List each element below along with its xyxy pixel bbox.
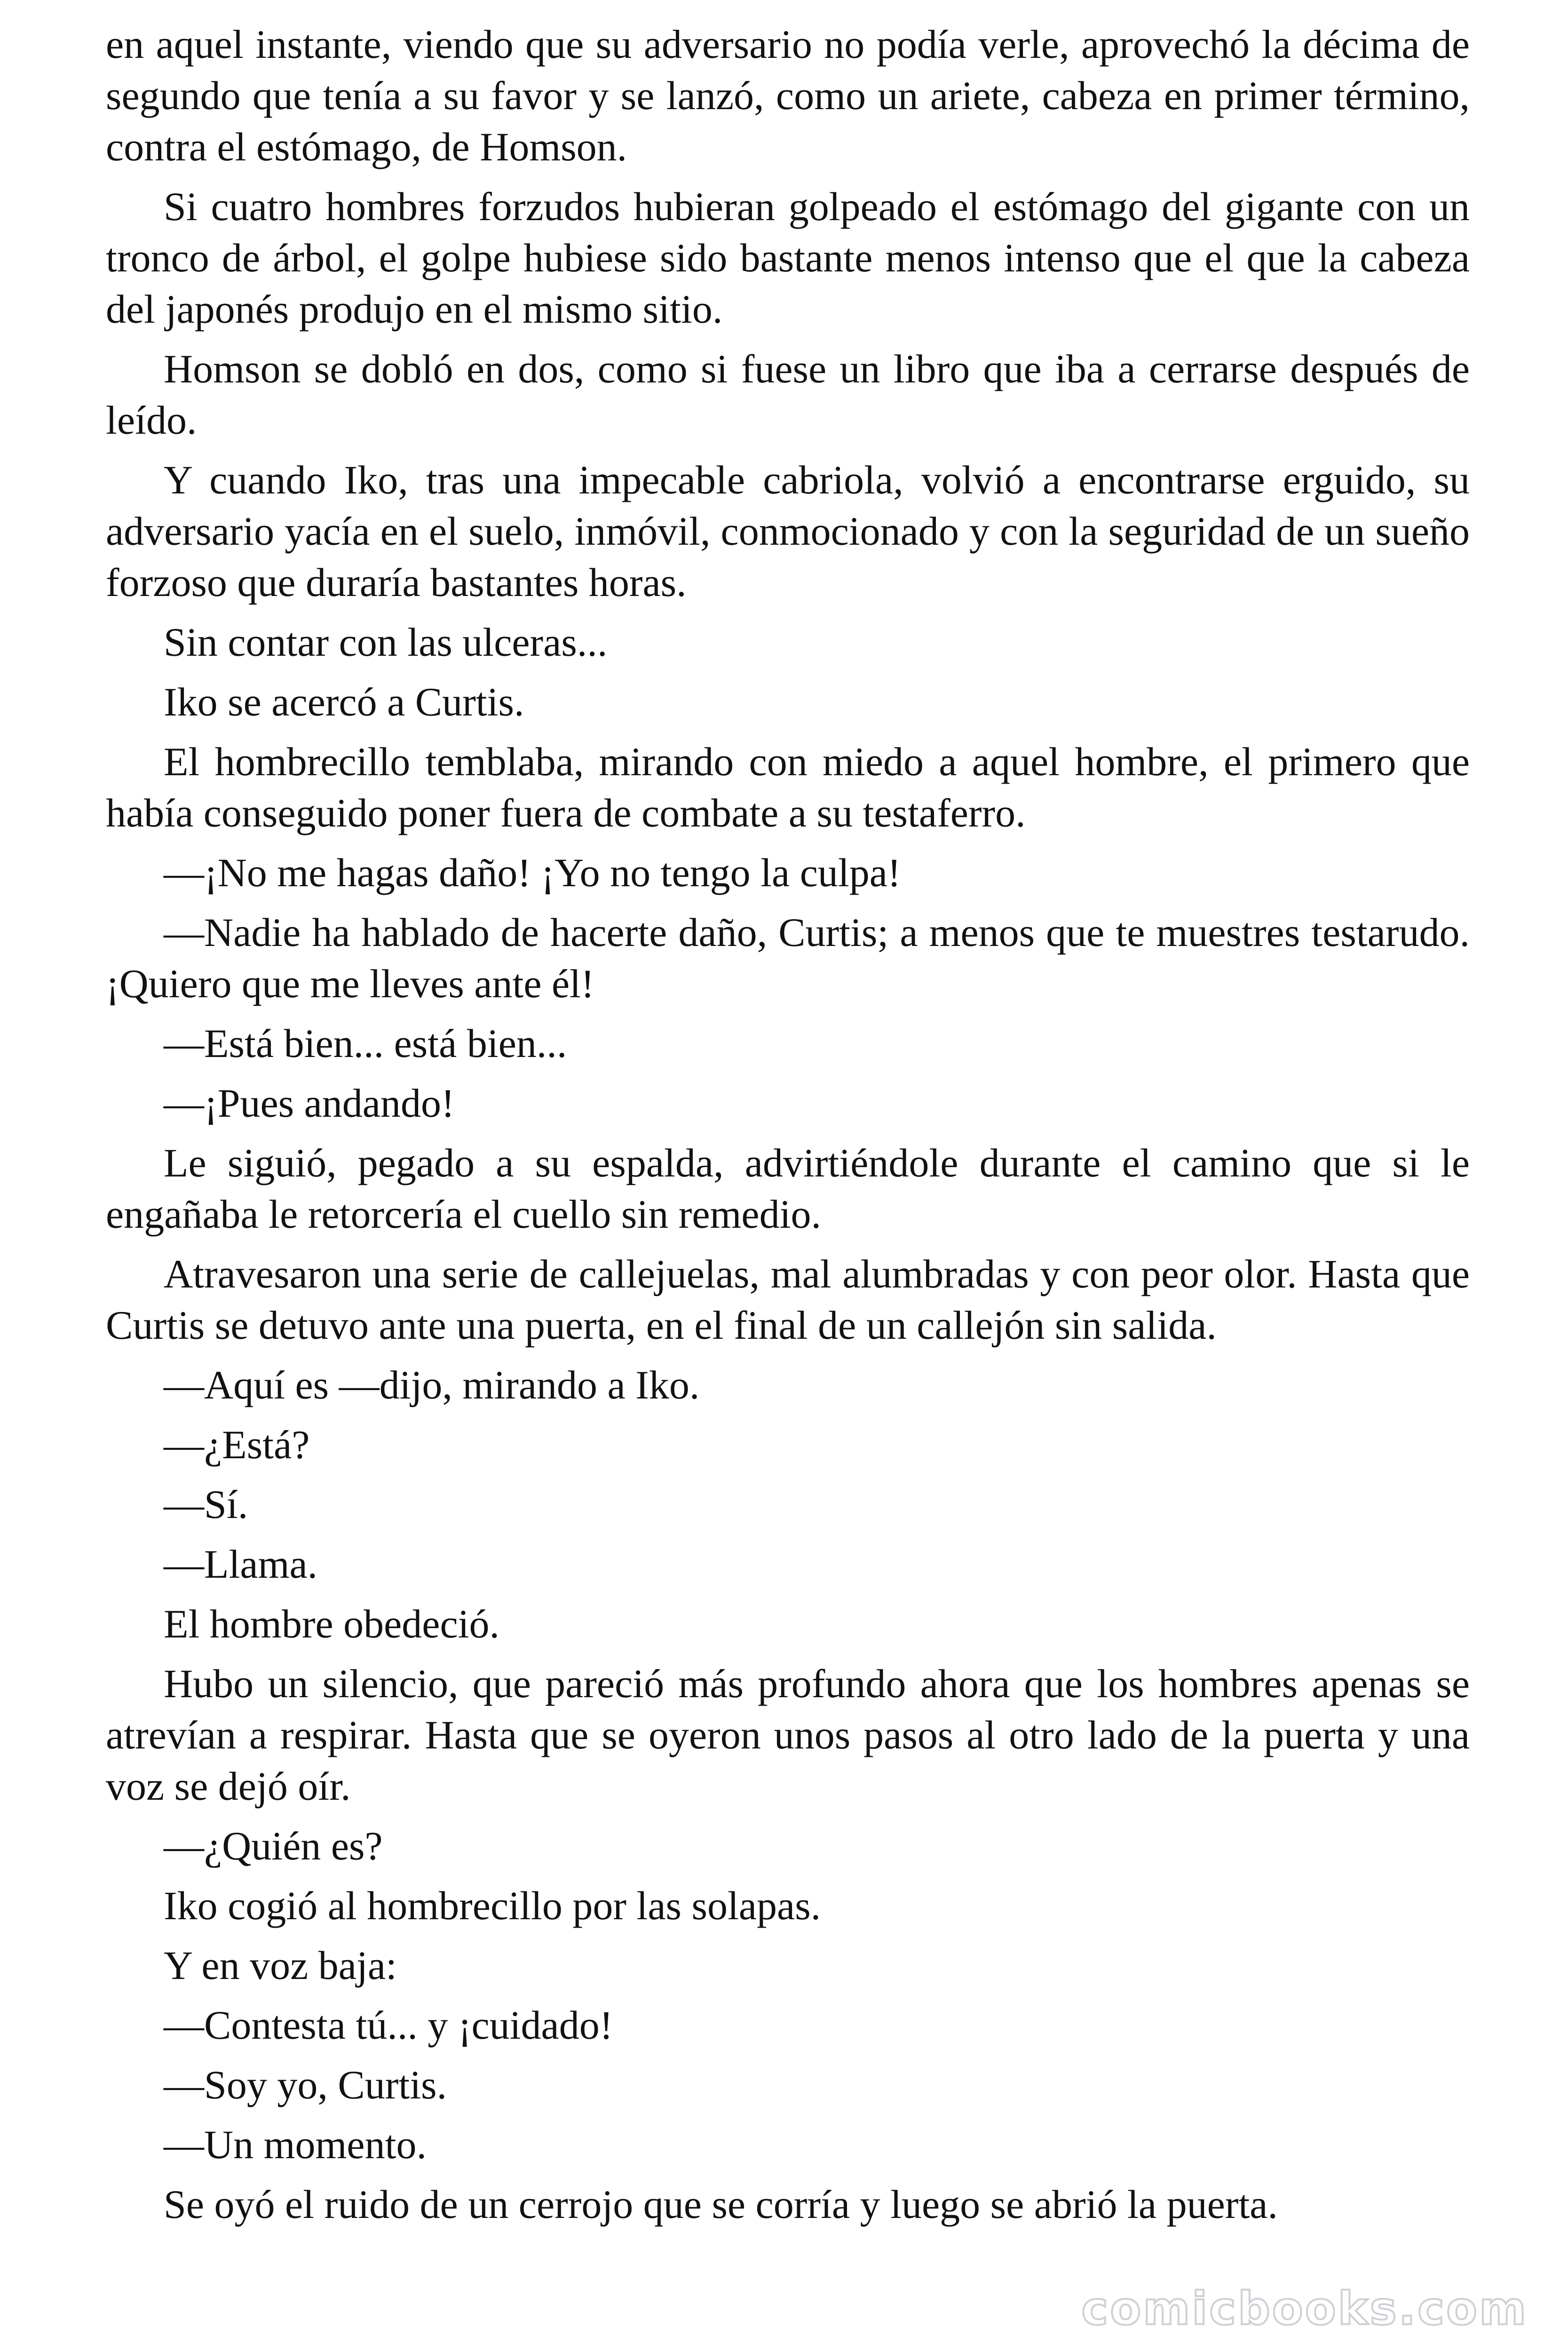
dialogue-line: —¿Quién es? [164,1823,383,1868]
dialogue-line: —¿Está? [164,1422,310,1467]
dialogue-line: —Está bien... está bien... [164,1021,567,1066]
paragraph: El hombrecillo temblaba, mirando con miedo a aquel hombre, el primero que había conseguido poner fuera de combate a su testaferro. [106,739,1470,835]
paragraph: Se oyó el ruido de un cerrojo que se corría y luego se abrió la puerta. [164,2182,1278,2227]
paragraph: Hubo un silencio, que pareció más profundo ahora que los hombres apenas se atrevían a respirar. Hasta que se oyeron unos pasos al otro lado de la puerta y una voz se dejó oír. [106,1661,1470,1809]
dialogue-line: —Sí. [164,1482,248,1527]
dialogue-line: —¡Pues andando! [164,1081,455,1126]
dialogue-line: —¡No me hagas daño! ¡Yo no tengo la culpa! [164,850,901,895]
paragraph: Si cuatro hombres forzudos hubieran golpeado el estómago del gigante con un tronco de árbol, el golpe hubiese sido bastante menos intenso que el que la cabeza del japonés produjo en el mismo sitio. [106,184,1470,332]
paragraph: Homson se dobló en dos, como si fuese un libro que iba a cerrarse después de leído. [106,346,1470,443]
paragraph: Iko se acercó a Curtis. [164,679,524,724]
paragraph: Atravesaron una serie de callejuelas, mal alumbradas y con peor olor. Hasta que Curtis se detuvo ante una puerta, en el final de un callejón sin salida. [106,1251,1470,1348]
dialogue-line: —Llama. [164,1542,318,1587]
document-page [106,19,1470,2239]
watermark-logo: comicbooks.com [1081,2282,1528,2335]
paragraph: Le siguió, pegado a su espalda, advirtiéndole durante el camino que si le engañaba le retorcería el cuello sin remedio. [106,1140,1470,1237]
dialogue-line: —Un momento. [164,2122,427,2167]
paragraph: en aquel instante, viendo que su adversario no podía verle, aprovechó la décima de segundo que tenía a su favor y se lanzó, como un ariete, cabeza en primer término, contra el estómago, de Homson. [106,22,1470,169]
dialogue-line: —Nadie ha hablado de hacerte daño, Curtis; a menos que te muestres testarudo. ¡Quiero que me lleves ante él! [106,910,1470,1006]
paragraph: Sin contar con las ulceras... [164,620,608,665]
paragraph: Y en voz baja: [164,1943,397,1988]
dialogue-line: —Aquí es —dijo, mirando a Iko. [164,1362,700,1407]
paragraph: Y cuando Iko, tras una impecable cabriola, volvió a encontrarse erguido, su adversario yacía en el suelo, inmóvil, conmocionado y con la seguridad de un sueño forzoso que duraría bastantes horas. [106,457,1470,605]
dialogue-line: —Soy yo, Curtis. [164,2062,447,2107]
paragraph: Iko cogió al hombrecillo por las solapas. [164,1883,821,1928]
dialogue-line: —Contesta tú... y ¡cuidado! [164,2002,613,2048]
paragraph: El hombre obedeció. [164,1601,500,1646]
